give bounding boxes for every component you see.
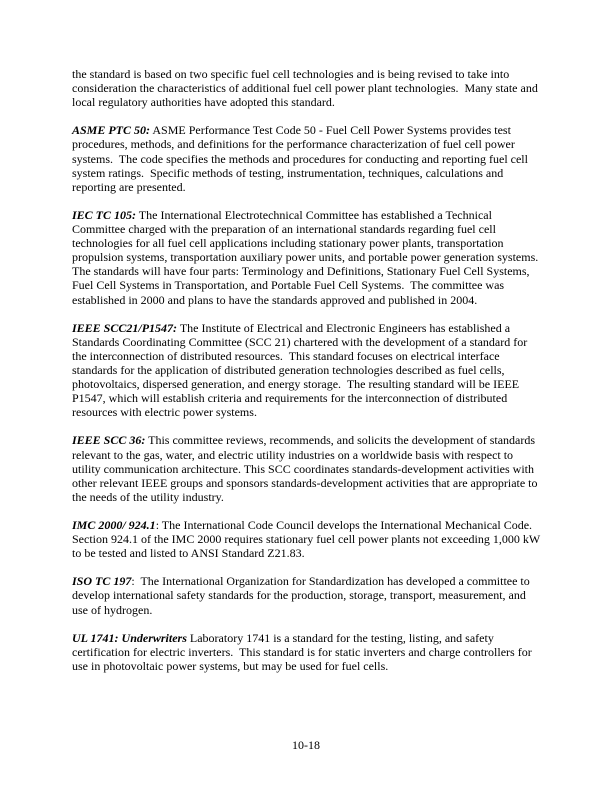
paragraph-ul-1741 — [72, 631, 540, 673]
paragraph-text: : The International Code Council develops the International Mechanical Code. Section 924.1 of the IMC 2000 requires stationary fuel cell power plants not exceeding 1,000 kW to be tested and listed to ANSI Standard Z21.83. — [72, 518, 543, 561]
page-body-text — [72, 67, 543, 687]
paragraph-lead: IEEE SCC 36: — [72, 433, 146, 448]
paragraph-lead: ASME PTC 50: — [72, 123, 151, 138]
paragraph-ieee-scc21-p1547 — [72, 321, 540, 420]
paragraph-imc-2000-924-1 — [72, 518, 543, 561]
paragraph-lead: ISO TC 197 — [72, 574, 132, 589]
paragraph-lead: IEC TC 105: — [72, 207, 137, 222]
paragraph-text: The International Electrotechnical Committee has established a Technical Committee charged with the preparation of an international standards regarding fuel cell technologies for all fuel cell applications including stationary power plants, transportation propulsion systems, transportation auxiliary power units, and portable power generation systems. The standards will have four parts: Terminology and Definitions, Stationary Fuel Cell Systems, Fuel Cell Systems in Transportation, and Portable Fuel Cell Systems. The committee was established in 2000 and plans to have the standards approved and published in 2004. — [72, 207, 542, 307]
paragraph-standard-continuation — [72, 67, 540, 109]
paragraph-iec-tc-105 — [72, 208, 540, 307]
paragraph-lead: IMC 2000/ 924.1 — [72, 518, 156, 532]
paragraph-lead: IEEE SCC21/P1547: — [72, 320, 178, 335]
paragraph-text: This committee reviews, recommends, and solicits the development of standards relevant to the gas, water, and electric utility industries on a worldwide basis with respect to utility communication architecture. This SCC coordinates standards-development activities with other relevant IEEE groups and sponsors standards-development activities that are appropriate to the needs of the utility industry. — [72, 433, 541, 504]
paragraph-text: the standard is based on two specific fuel cell technologies and is being revised to take into consideration the characteristics of additional fuel cell power plant technologies. Many state and local regulatory authorities have adopted this standard. — [72, 67, 541, 110]
paragraph-text: The Institute of Electrical and Electronic Engineers has established a Standards Coordinating Committee (SCC 21) chartered with the development of a standard for the interconnection of distributed resources. This standard focuses on electrical interface standards for the application of distributed generation technologies described as fuel cells, photovoltaics, dispersed generation, and energy storage. The resulting standard will be IEEE P1547, which will establish criteria and requirements for the interconnection of distributed resources with electric power systems. — [72, 320, 531, 420]
paragraph-ieee-scc-36 — [72, 433, 540, 503]
paragraph-text: : The International Organization for Standardization has developed a committee to develop international safety standards for the production, storage, transport, measurement, and use of hydrogen. — [72, 574, 533, 617]
page-footer — [0, 738, 612, 752]
paragraph-asme-ptc-50 — [72, 123, 540, 193]
paragraph-text: Laboratory 1741 is a standard for the testing, listing, and safety certification for electric inverters. This standard is for static inverters and charge controllers for use in photovoltaic power systems, but may be used for fuel cells. — [72, 630, 535, 673]
paragraph-text: ASME Performance Test Code 50 - Fuel Cell Power Systems provides test procedures, methods, and definitions for the performance characterization of fuel cell power systems. The code specifies the methods and procedures for conducting and reporting fuel cell system ratings. Specific methods of testing, instrumentation, techniques, calculations and reporting are presented. — [72, 123, 531, 194]
paragraph-iso-tc-197 — [72, 574, 540, 616]
page-number: 10-18 — [292, 738, 320, 752]
paragraph-lead: UL 1741: Underwriters — [72, 630, 187, 645]
